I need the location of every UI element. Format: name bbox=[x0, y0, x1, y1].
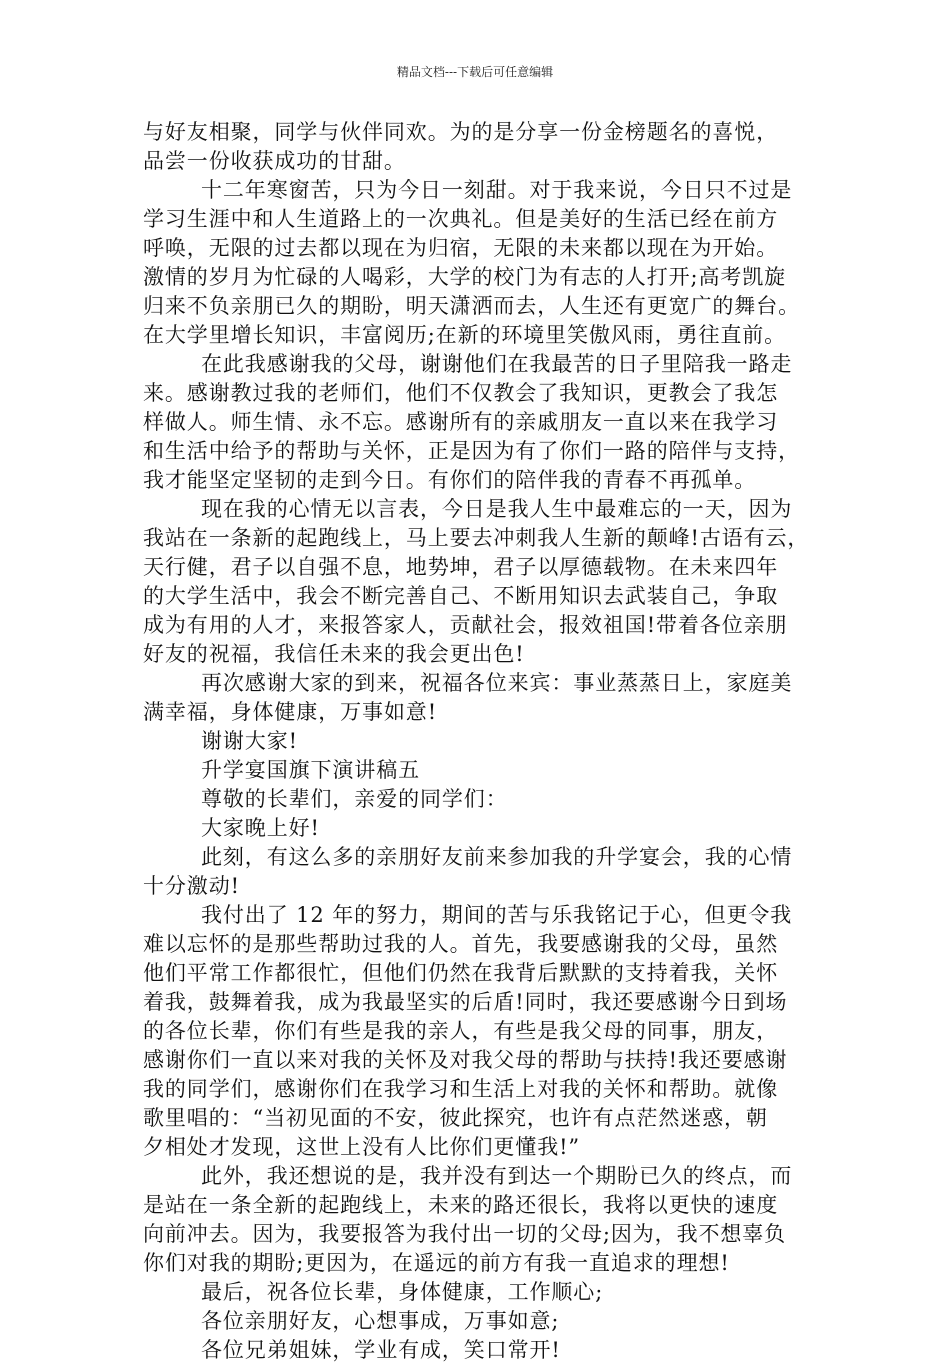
document-body bbox=[143, 118, 823, 1365]
text-line: 在大学里增长知识，丰富阅历;在新的环境里笑傲风雨，勇往直前。 bbox=[143, 323, 787, 347]
text-line: 向前冲去。因为，我要报答为我付出一切的父母;因为，我不想辜负 bbox=[143, 1222, 787, 1246]
text-line: 样做人。师生情、永不忘。感谢所有的亲戚朋友一直以来在我学习 bbox=[143, 410, 779, 434]
text-line: 现在我的心情无以言表，今日是我人生中最难忘的一天，因为 bbox=[201, 497, 793, 521]
text-line: 升学宴国旗下演讲稿五 bbox=[201, 758, 420, 782]
page-header: 精品文档---下载后可任意编辑 bbox=[396, 65, 554, 79]
text-line: 最后，祝各位长辈，身体健康，工作顺心; bbox=[201, 1280, 604, 1304]
text-line: 我的同学们，感谢你们在我学习和生活上对我的关怀和帮助。就像 bbox=[143, 1077, 779, 1101]
text-line: 尊敬的长辈们，亲爱的同学们： bbox=[201, 787, 508, 811]
text-line: 与好友相聚，同学与伙伴同欢。为的是分享一份金榜题名的喜悦， bbox=[143, 120, 779, 144]
text-line: 歌里唱的：“当初见面的不安，彼此探究，也许有点茫然迷惑，朝 bbox=[143, 1106, 768, 1130]
text-line: 十二年寒窗苦，只为今日一刻甜。对于我来说，今日只不过是 bbox=[201, 178, 793, 202]
text-line: 归来不负亲朋已久的期盼，明天潇洒而去，人生还有更宽广的舞台。 bbox=[143, 294, 800, 318]
text-line: 着我，鼓舞着我，成为我最坚实的后盾!同时，我还要感谢今日到场 bbox=[143, 990, 788, 1014]
text-line: 此外，我还想说的是，我并没有到达一个期盼已久的终点，而 bbox=[201, 1164, 793, 1188]
text-line: 满幸福，身体健康，万事如意! bbox=[143, 700, 438, 724]
text-line: 难以忘怀的是那些帮助过我的人。首先，我要感谢我的父母，虽然 bbox=[143, 932, 779, 956]
text-line: 呼唤，无限的过去都以现在为归宿，无限的未来都以现在为开始。 bbox=[143, 236, 779, 260]
text-line: 激情的岁月为忙碌的人喝彩，大学的校门为有志的人打开;高考凯旋 bbox=[143, 265, 787, 289]
text-line: 是站在一条全新的起跑线上，未来的路还很长，我将以更快的速度 bbox=[143, 1193, 779, 1217]
text-line: 成为有用的人才，来报答家人，贡献社会，报效祖国!带着各位亲朋 bbox=[143, 613, 788, 637]
text-line: 好友的祝福，我信任未来的我会更出色! bbox=[143, 642, 525, 666]
text-line: 十分激动! bbox=[143, 874, 240, 898]
text-line: 此刻，有这么多的亲朋好友前来参加我的升学宴会，我的心情 bbox=[201, 845, 793, 869]
text-line: 我才能坚定坚韧的走到今日。有你们的陪伴我的青春不再孤单。 bbox=[143, 468, 757, 492]
text-line: 学习生涯中和人生道路上的一次典礼。但是美好的生活已经在前方 bbox=[143, 207, 779, 231]
text-line: 各位兄弟姐妹，学业有成，笑口常开! bbox=[201, 1338, 561, 1362]
text-line: 品尝一份收获成功的甘甜。 bbox=[143, 149, 406, 173]
text-line: 我付出了 12 年的努力，期间的苦与乐我铭记于心，但更令我 bbox=[201, 903, 793, 927]
text-line: 我站在一条新的起跑线上，马上要去冲刺我人生新的颠峰!古语有云， bbox=[143, 526, 810, 550]
text-line: 感谢你们一直以来对我的关怀及对我父母的帮助与扶持!我还要感谢 bbox=[143, 1048, 788, 1072]
text-line: 再次感谢大家的到来，祝福各位来宾：事业蒸蒸日上，家庭美 bbox=[201, 671, 793, 695]
text-line: 和生活中给予的帮助与关怀，正是因为有了你们一路的陪伴与支持， bbox=[143, 439, 800, 463]
text-line: 各位亲朋好友，心想事成，万事如意; bbox=[201, 1309, 560, 1333]
text-line: 的各位长辈，你们有些是我的亲人，有些是我父母的同事，朋友， bbox=[143, 1019, 779, 1043]
text-line: 你们对我的期盼;更因为，在遥远的前方有我一直追求的理想! bbox=[143, 1251, 730, 1275]
text-line: 来。感谢教过我的老师们，他们不仅教会了我知识，更教会了我怎 bbox=[143, 381, 779, 405]
text-line: 大家晚上好! bbox=[201, 816, 320, 840]
text-line: 在此我感谢我的父母，谢谢他们在我最苦的日子里陪我一路走 bbox=[201, 352, 793, 376]
text-line: 他们平常工作都很忙，但他们仍然在我背后默默的支持着我，关怀 bbox=[143, 961, 779, 985]
text-line: 天行健，君子以自强不息，地势坤，君子以厚德载物。在未来四年 bbox=[143, 555, 779, 579]
text-line: 谢谢大家! bbox=[201, 729, 298, 753]
text-line: 夕相处才发现，这世上没有人比你们更懂我!” bbox=[143, 1135, 581, 1159]
text-line: 的大学生活中，我会不断完善自己、不断用知识去武装自己，争取 bbox=[143, 584, 779, 608]
